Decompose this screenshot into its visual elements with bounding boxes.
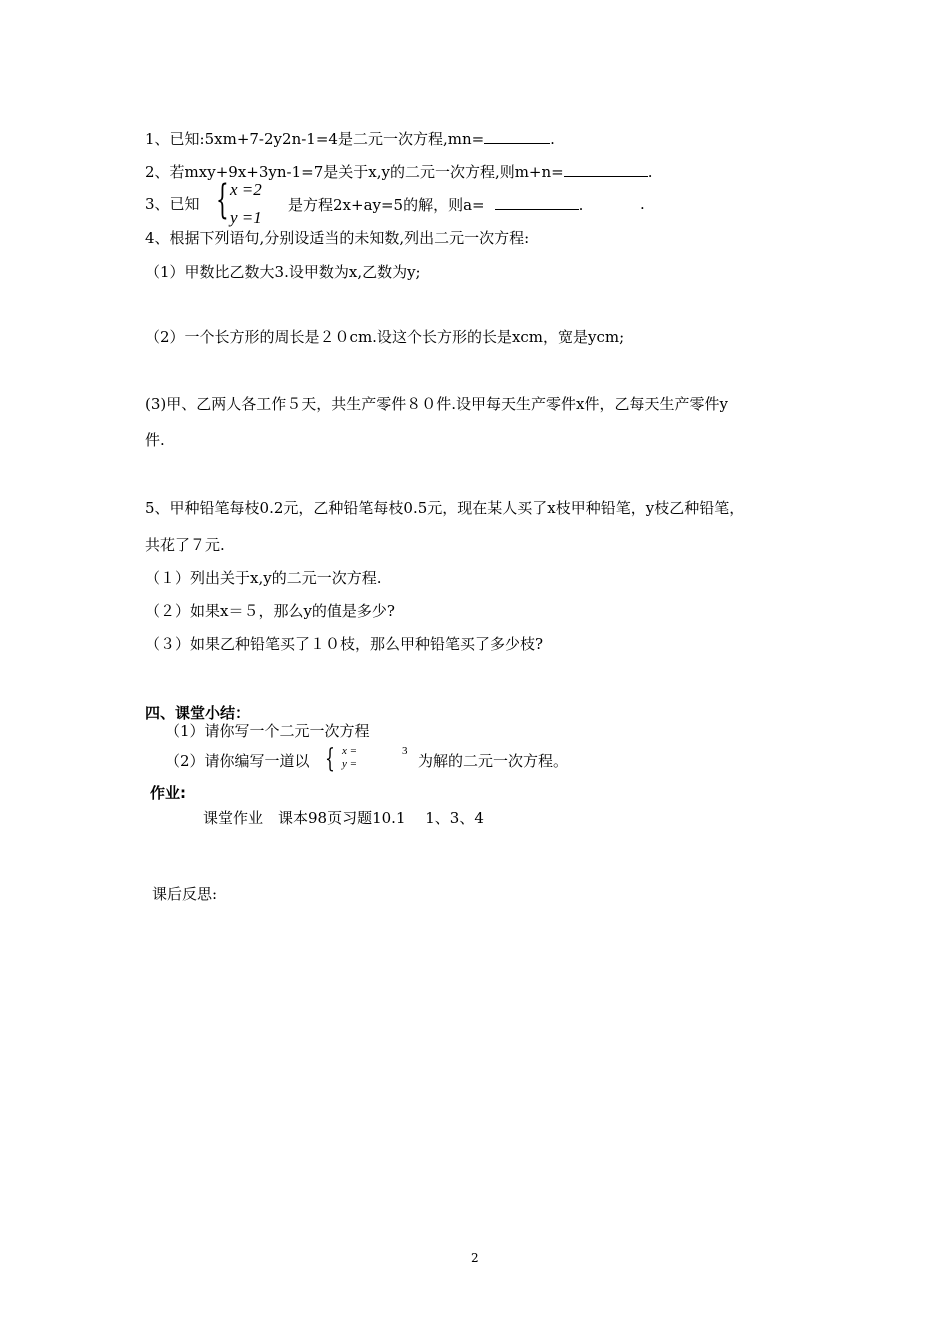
solution-brace: { [325,744,335,774]
page-number: 2 [471,1251,479,1265]
reflection-label: 课后反思: [152,885,218,903]
homework-text: 课堂作业 课本98页习题10.1 1、3、4 [203,809,484,827]
solution-equation-1: x = [342,745,358,757]
summary-item-2-suffix: 为解的二元一次方程。 [418,752,569,770]
question-1-end: . [550,130,555,148]
question-4-part-2: （2）一个长方形的周长是２０cm.设这个长方形的长是xcm，宽是ycm; [145,328,625,346]
answer-blank [495,194,579,210]
question-5-sub-1: （１）列出关于x,y的二元一次方程. [145,569,382,587]
question-5-intro-cont: 共花了７元. [145,536,225,554]
system-brace: { [216,177,229,223]
homework-title: 作业: [150,784,186,802]
question-3 [288,194,583,215]
question-1 [145,128,555,149]
question-4-intro: 4、根据下列语句,分别设适当的未知数,列出二元一次方程: [145,229,530,247]
answer-blank [484,128,550,144]
summary-item-2-prefix: （2）请你编写一道以 [165,752,310,770]
question-3-end: . [578,196,584,214]
question-5-intro: 5、甲种铅笔每枝0.2元，乙种铅笔每枝0.5元，现在某人买了x枝甲种铅笔，y枝乙种铅笔， [145,499,745,517]
question-1-text: 1、已知:5xm+7-2y2n-1=4是二元一次方程,mn= [145,130,485,148]
solution-equation-2: y = [342,758,358,770]
question-4-part-3: (3)甲、乙两人各工作５天，共生产零件８０件.设甲每天生产零件x件，乙每天生产零件y [145,395,728,413]
answer-blank [564,161,648,177]
question-3-text: 是方程2x+ay=5的解，则a= [288,196,485,214]
question-3-prefix: 3、已知 [145,195,200,213]
question-5-sub-3: （３）如果乙种铅笔买了１０枝，那么甲种铅笔买了多少枝? [145,635,544,653]
summary-title: 四、课堂小结： [145,704,251,722]
question-4-part-3-cont: 件. [145,431,165,449]
summary-item-1: （1）请你写一个二元一次方程 [165,722,370,740]
solution-value: 3 [402,745,408,757]
question-4-part-1: （1）甲数比乙数大3.设甲数为x,乙数为y; [145,263,421,281]
system-equation-1: x =2 [230,180,262,199]
question-5-sub-2: （２）如果x＝５，那么y的值是多少? [145,602,395,620]
system-equation-2: y =1 [230,208,262,227]
question-3-dot: . [640,195,645,213]
question-2-text: 2、若mxy+9x+3yn-1=7是关于x,y的二元一次方程,则m+n= [145,163,564,181]
question-2-end: . [647,163,653,181]
